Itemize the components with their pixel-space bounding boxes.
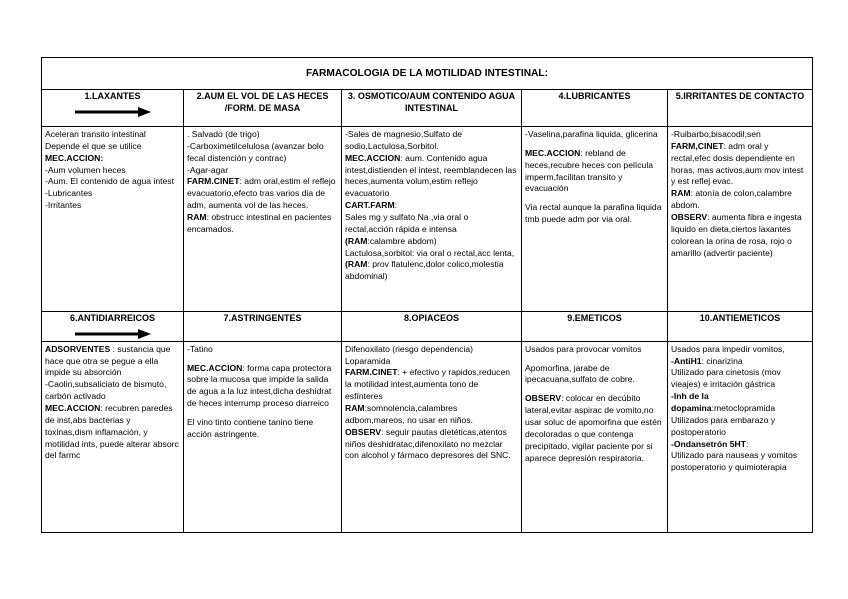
text-line: El vino tinto contiene tanino tiene acción astringente. — [187, 416, 314, 439]
header-astringentes: 7.ASTRINGENTES — [184, 312, 342, 342]
observ-label: OBSERV — [345, 426, 382, 437]
cell-osmotico — [342, 127, 522, 312]
farm-cinet-line — [345, 367, 518, 403]
farm-cinet-label: FARM.CINET — [345, 367, 398, 378]
mec-accion-text: : aum. Contenido agua intest,distienden el intest, reemblandecen las heces,aumenta volum,estim reflejo evacuatorio — [345, 152, 517, 199]
right-arrow-icon — [75, 329, 151, 339]
text-line: -Aum volumen heces — [45, 164, 126, 175]
antih1-line — [671, 356, 809, 368]
farm-cinet-label: FARM.CINET — [187, 176, 240, 187]
header-lubricantes: 4.LUBRICANTES — [522, 90, 668, 127]
text-line: -Lubricantes — [45, 188, 93, 199]
text-line: -Vaselina,parafina liquida, glicerina — [525, 129, 658, 139]
header-aum-vol-heces: 2.AUM EL VOL DE LAS HECES /FORM. DE MASA — [184, 90, 342, 127]
text-line: Aceleran transito intestinal — [45, 129, 146, 139]
ram-label: RAM — [345, 402, 365, 413]
dopamina-line — [671, 391, 809, 415]
text-line: Sales mg y sulfato Na ,via oral o rectal,acción rápida e intensa — [345, 212, 469, 234]
observ-label: OBSERV — [525, 393, 562, 404]
cell-lubricantes — [522, 127, 668, 312]
mec-accion-label: MEC.ACCION — [525, 147, 581, 158]
ram-text: : prov flatulenc,dolor colico,molestia abdominal) — [345, 259, 504, 282]
header-row-1 — [42, 90, 813, 127]
cell-astringentes — [184, 341, 342, 532]
header-row-2 — [42, 312, 813, 342]
cell-laxantes — [42, 127, 184, 312]
ram-label: (RAM — [345, 235, 368, 246]
text-line: Utilizados para embarazo y postoperatorio — [671, 414, 776, 437]
farm-cinet-label: FARM,CINET — [671, 140, 724, 151]
ram-label: RAM — [671, 188, 691, 199]
observ-text: : colocar en decúbito lateral,evitar aspirac de vomito,no usar soluc de apomorfina que estén decoloradas o que contenga precipitado, vigilar paciente por si aparece depresión respiratoria. — [525, 393, 662, 463]
cell-antiemeticos — [668, 341, 813, 532]
mec-accion-text: : forma capa protectora sobre la mucosa que impide la salida de agua a la luz intest,dicha deshidrat de heces interrump proceso diarreico — [187, 362, 332, 409]
text-line: Utilizado para cinetosis (mov vieajes) e irritación gástrica — [671, 367, 781, 390]
mec-accion-label: MEC.ACCION — [187, 362, 243, 373]
text-line: Via rectal aunque la parafina liquida tmb puede adm por via oral. — [525, 202, 662, 225]
cart-farm-line — [345, 200, 518, 212]
adsorventes-label: ADSORVENTES — [45, 343, 111, 354]
antih1-label: -AntiH1 — [671, 355, 702, 366]
cell-opiaceos — [342, 341, 522, 532]
farm-cinet-text: : adm oral y rectal,efec dosis dependiente en horas, mas activos,aum mov intest y est reflej evac. — [671, 140, 804, 187]
header-osmotico: 3. OSMOTICO/AUM CONTENIDO AGUA INTESTINAL — [342, 90, 522, 127]
pharmacology-table — [41, 57, 813, 533]
header-label: 6.ANTIDIARREICOS — [69, 313, 155, 323]
adsorventes-line — [45, 344, 180, 380]
text-line: Apomorfina, jarabe de ipecacuana,sulfato de cobre. — [525, 362, 635, 385]
cell-antidiarreicos — [42, 341, 184, 532]
table-title: FARMACOLOGIA DE LA MOTILIDAD INTESTINAL: — [42, 58, 813, 90]
header-label: 1.LAXANTES — [84, 91, 141, 101]
text-line: -Agar-agar — [187, 164, 229, 175]
header-opiaceos: 8.OPIACEOS — [342, 312, 522, 342]
cell-emeticos — [522, 341, 668, 532]
cell-aum-vol-heces — [184, 127, 342, 312]
text-line: Utilizado para nauseas y vomitos postoperatorio y quimioterapia — [671, 450, 798, 473]
observ-line — [525, 393, 664, 464]
ram-line — [345, 403, 518, 427]
text-line: Usados para provocar vomitos — [525, 343, 642, 354]
dopamina-label: -Inh de la dopamina — [671, 391, 712, 413]
observ-label: OBSERV — [671, 212, 708, 223]
ram-text: :calambre abdom) — [367, 235, 437, 246]
cart-farm-text: : — [394, 200, 398, 211]
ram-line — [671, 188, 809, 212]
text-line: -Carboximetilcelulosa (avanzar bolo fecal distención y contrac) — [187, 140, 324, 163]
mec-accion-text: : rebland de heces,recubre heces con película imperm,facilitan transito y evacuación — [525, 147, 654, 194]
antih1-text: : cinarizina — [701, 355, 743, 366]
text-line: -Ruibarbo,bisacodil,sen — [671, 129, 761, 139]
cart-farm-label: CART.FARM — [345, 200, 395, 211]
mec-accion-text: : recubren paredes de inst,abs bacterias y toxinas,dism inflamación, y motilidad ints, puede alterar absorc del farmc — [45, 402, 179, 461]
ram-text: :somnolencia,calambres adbom,mareos, no usar en niños. — [345, 402, 474, 425]
text-line: Usados para impedir vomitos, — [671, 343, 785, 354]
mec-accion-label: MEC.ACCION: — [45, 152, 104, 163]
observ-text: : aumenta fibra e ingesta liquido en dieta,ciertos laxantes colorean la orina de rosa, rojo o amarillo (advertir paciente) — [671, 212, 802, 258]
ram-line — [345, 236, 518, 248]
header-laxantes — [42, 90, 184, 127]
farm-cinet-text: : + efectivo y rapidos,reducen la motilidad intest,aumenta tono de esfínteres — [345, 367, 511, 402]
body-row-2 — [42, 341, 813, 532]
header-antiemeticos: 10.ANTIEMETICOS — [668, 312, 813, 342]
cell-irritantes — [668, 127, 813, 312]
observ-line — [671, 212, 809, 259]
text-line: -Irritantes — [45, 200, 82, 211]
text-line: -Aum. El contenido de agua intest — [45, 176, 174, 187]
header-emeticos: 9.EMETICOS — [522, 312, 668, 342]
mec-accion-line — [345, 153, 518, 200]
farm-cinet-text: : adm oral,estim el reflejo evacuatorio,efecto tras varios dia de adm, aumenta vol de las heces. — [187, 176, 336, 211]
ram-label: RAM — [187, 212, 207, 223]
text-line: . Salvado (de trigo) — [187, 129, 260, 139]
observ-line — [345, 427, 518, 463]
mec-accion-line — [187, 363, 338, 410]
ram-label: (RAM — [345, 259, 368, 270]
text-line: Difenoxilato (riesgo dependencia) — [345, 343, 474, 354]
ondansetron-text: : — [745, 438, 749, 449]
header-antidiarreicos — [42, 312, 184, 342]
lactulosa-line — [345, 248, 518, 284]
observ-text: : seguir pautas dietéticas,atentos niños deshidratac,difenoxilato no mezclar con alcohol y fármaco depresores del SNC. — [345, 426, 511, 461]
adsorventes-text: : sustancia que hace que otra se pegue a ella impide su absorción — [45, 343, 171, 378]
mec-accion-line — [45, 403, 180, 462]
farm-cinet-line — [671, 141, 809, 188]
mec-accion-label: MEC.ACCION — [45, 402, 101, 413]
dopamina-text: :metoclopramida — [711, 402, 776, 413]
ram-line — [187, 212, 338, 236]
header-irritantes: 5.IRRITANTES DE CONTACTO — [668, 90, 813, 127]
ondansetron-line — [671, 439, 809, 451]
right-arrow-icon — [75, 107, 151, 117]
body-row-1 — [42, 127, 813, 312]
text-line: Lactulosa,sorbitol: via oral o rectal,acc lenta, — [345, 247, 515, 258]
ondansetron-label: -Ondansetrón 5HT — [671, 438, 746, 449]
text-line: -Sales de magnesio,Sulfato de sodio,Lactulosa,Sorbitol. — [345, 129, 463, 151]
mec-accion-line — [525, 148, 664, 195]
text-line: Loparamida — [345, 355, 391, 366]
mec-accion-label: MEC.ACCION — [345, 152, 401, 163]
ram-text: : atonía de colon,calambre abdom. — [671, 188, 792, 211]
text-line: -Tatino — [187, 343, 213, 354]
text-line: Depende el que se utilice — [45, 140, 142, 151]
farm-cinet-line — [187, 176, 338, 212]
text-line: -Caolin,subsaliciato de bismuto, carbón activado — [45, 379, 167, 402]
ram-text: : obstrucc intestinal en pacientes encamados. — [187, 212, 332, 234]
